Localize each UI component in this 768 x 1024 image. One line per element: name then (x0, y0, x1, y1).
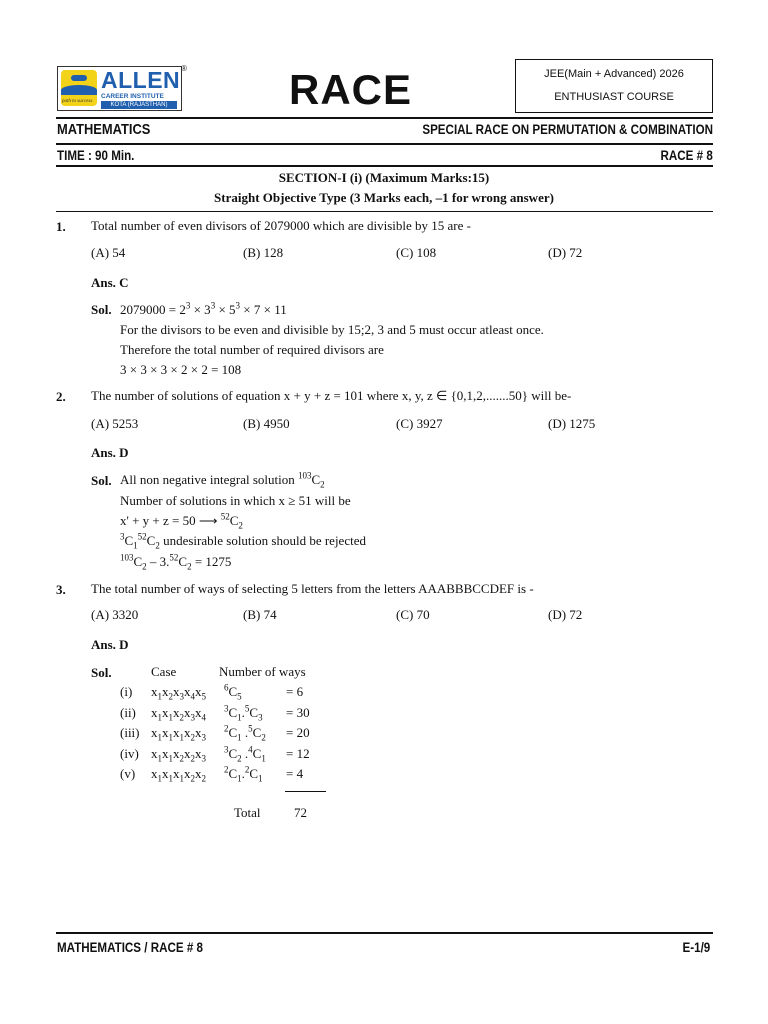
q3-row-1-value: = 6 (286, 684, 304, 699)
allen-logo (57, 66, 182, 111)
q1-text: Total number of even divisors of 2079000 which are divisible by 15 are - (91, 218, 471, 233)
q1-solution-label: Sol. (91, 302, 112, 317)
total-rule (285, 791, 326, 792)
q3-option-c: (C) 70 (396, 607, 430, 622)
q2-number: 2. (56, 389, 66, 404)
q2-option-b: (B) 4950 (243, 416, 290, 431)
time-label: TIME : 90 Min. (57, 148, 135, 163)
q1-answer: Ans. C (91, 275, 129, 290)
subject-divider (56, 143, 713, 145)
q3-row-2-index: (ii) (120, 705, 136, 720)
q1-solution-line-3: Therefore the total number of required divisors are (120, 342, 384, 357)
q2-solution-line-4: $^3C_1^{52}C_2$ undesirable solution should be rejected (120, 531, 366, 551)
q3-option-d: (D) 72 (548, 607, 583, 622)
q2-solution-line-1: All non negative integral solution $^{103}C_2$ (120, 470, 325, 490)
q3-row-1-index: (i) (120, 684, 133, 699)
q1-option-d: (D) 72 (548, 245, 583, 260)
q1-factorization: $2079000 = 2^3 \times 3^3 \times 5^3 \times 7 \times 11$ (120, 300, 287, 317)
subject-label: MATHEMATICS (57, 121, 151, 138)
q3-col-case: Case (151, 664, 177, 679)
q3-col-ways: Number of ways (219, 664, 306, 679)
q1-solution-line-4: 3 × 3 × 3 × 2 × 2 = 108 (120, 362, 242, 377)
q3-solution-label: Sol. (91, 665, 112, 680)
section-subtitle: Straight Objective Type (3 Marks each, –1 for wrong answer) (214, 190, 554, 205)
q3-row-2-ways: $^3C_1.^5C_3$ (224, 703, 263, 723)
time-divider (56, 165, 713, 167)
q3-text: The total number of ways of selecting 5 letters from the letters AAABBBCCDEF is - (91, 581, 534, 596)
q3-row-4-ways: $^3C_2$ $.^4C_1$ (224, 744, 266, 764)
course-box (515, 59, 713, 113)
q3-row-5-case: $x_1x_1x_1x_2x_2$ (151, 766, 206, 784)
q1-number: 1. (56, 219, 66, 234)
q2-solution-line-3: x' + y + z = 50 ⟶ $^{52}C_2$ (120, 511, 243, 531)
q2-solution-label: Sol. (91, 473, 112, 488)
q3-row-1-ways: $^6C_5$ (224, 682, 242, 702)
footer-left: MATHEMATICS / RACE # 8 (57, 940, 203, 955)
q3-total-label: Total (234, 805, 261, 820)
page-title: RACE (289, 66, 413, 113)
q3-number: 3. (56, 582, 66, 597)
q3-option-a: (A) 3320 (91, 607, 139, 622)
logo-city: KOTA (RAJASTHAN) (101, 101, 177, 109)
q3-answer: Ans. D (91, 637, 129, 652)
header-divider (56, 117, 713, 119)
logo-name: ALLEN (101, 67, 181, 93)
q1-option-b: (B) 128 (243, 245, 284, 260)
q3-row-3-case: $x_1x_1x_1x_2x_3$ (151, 725, 206, 743)
logo-subtitle: CAREER INSTITUTE (101, 93, 164, 100)
section-title: SECTION-I (i) (Maximum Marks:15) (278, 170, 490, 185)
q3-row-4-value: = 12 (286, 746, 310, 761)
q2-solution-line-5: $^{103}C_2 - 3.52C_2 = 1275$ (120, 552, 232, 572)
q3-row-5-value: = 4 (286, 766, 304, 781)
q3-row-3-value: = 20 (286, 725, 310, 740)
topic-label: SPECIAL RACE ON PERMUTATION & COMBINATION (422, 122, 713, 137)
q2-option-a: (A) 5253 (91, 416, 139, 431)
q3-row-5-index: (v) (120, 766, 136, 781)
section-divider (56, 211, 713, 212)
registered-mark: ® (181, 64, 187, 73)
q1-option-a: (A) 54 (91, 245, 126, 260)
q3-row-2-value: = 30 (286, 705, 310, 720)
logo-emblem-icon: path to success (61, 70, 97, 106)
q3-row-2-case: $x_1x_1x_2x_3x_4$ (151, 705, 206, 723)
q2-option-c: (C) 3927 (396, 416, 443, 431)
q1-option-c: (C) 108 (396, 245, 437, 260)
q2-text: The number of solutions of equation x + y + z = 101 where x, y, z ∈ {0,1,2,.......50} will be- (91, 388, 572, 403)
q2-option-d: (D) 1275 (548, 416, 596, 431)
q3-row-4-case: $x_1x_1x_2x_2x_3$ (151, 746, 206, 764)
page-number: E-1/9 (682, 940, 710, 955)
q3-row-4-index: (iv) (120, 746, 139, 761)
q3-option-b: (B) 74 (243, 607, 277, 622)
footer-divider (56, 932, 713, 934)
q3-row-1-case: $x_1x_2x_3x_4x_5$ (151, 684, 206, 702)
q1-solution-line-2: For the divisors to be even and divisible by 15;2, 3 and 5 must occur atleast once. (120, 322, 544, 337)
race-number: RACE # 8 (660, 148, 713, 163)
course-line-2: ENTHUSIAST COURSE (554, 91, 674, 103)
q3-total-value: 72 (294, 805, 307, 820)
q2-solution-line-2: Number of solutions in which x ≥ 51 will be (120, 493, 351, 508)
q3-row-5-ways: $^2C_1.^2C_1$ (224, 764, 263, 784)
course-line-1: JEE(Main + Advanced) 2026 (544, 68, 684, 80)
q2-answer: Ans. D (91, 445, 129, 460)
q3-row-3-index: (iii) (120, 725, 140, 740)
q3-row-3-ways: $^2C_1$ $.^5C_2$ (224, 723, 266, 743)
